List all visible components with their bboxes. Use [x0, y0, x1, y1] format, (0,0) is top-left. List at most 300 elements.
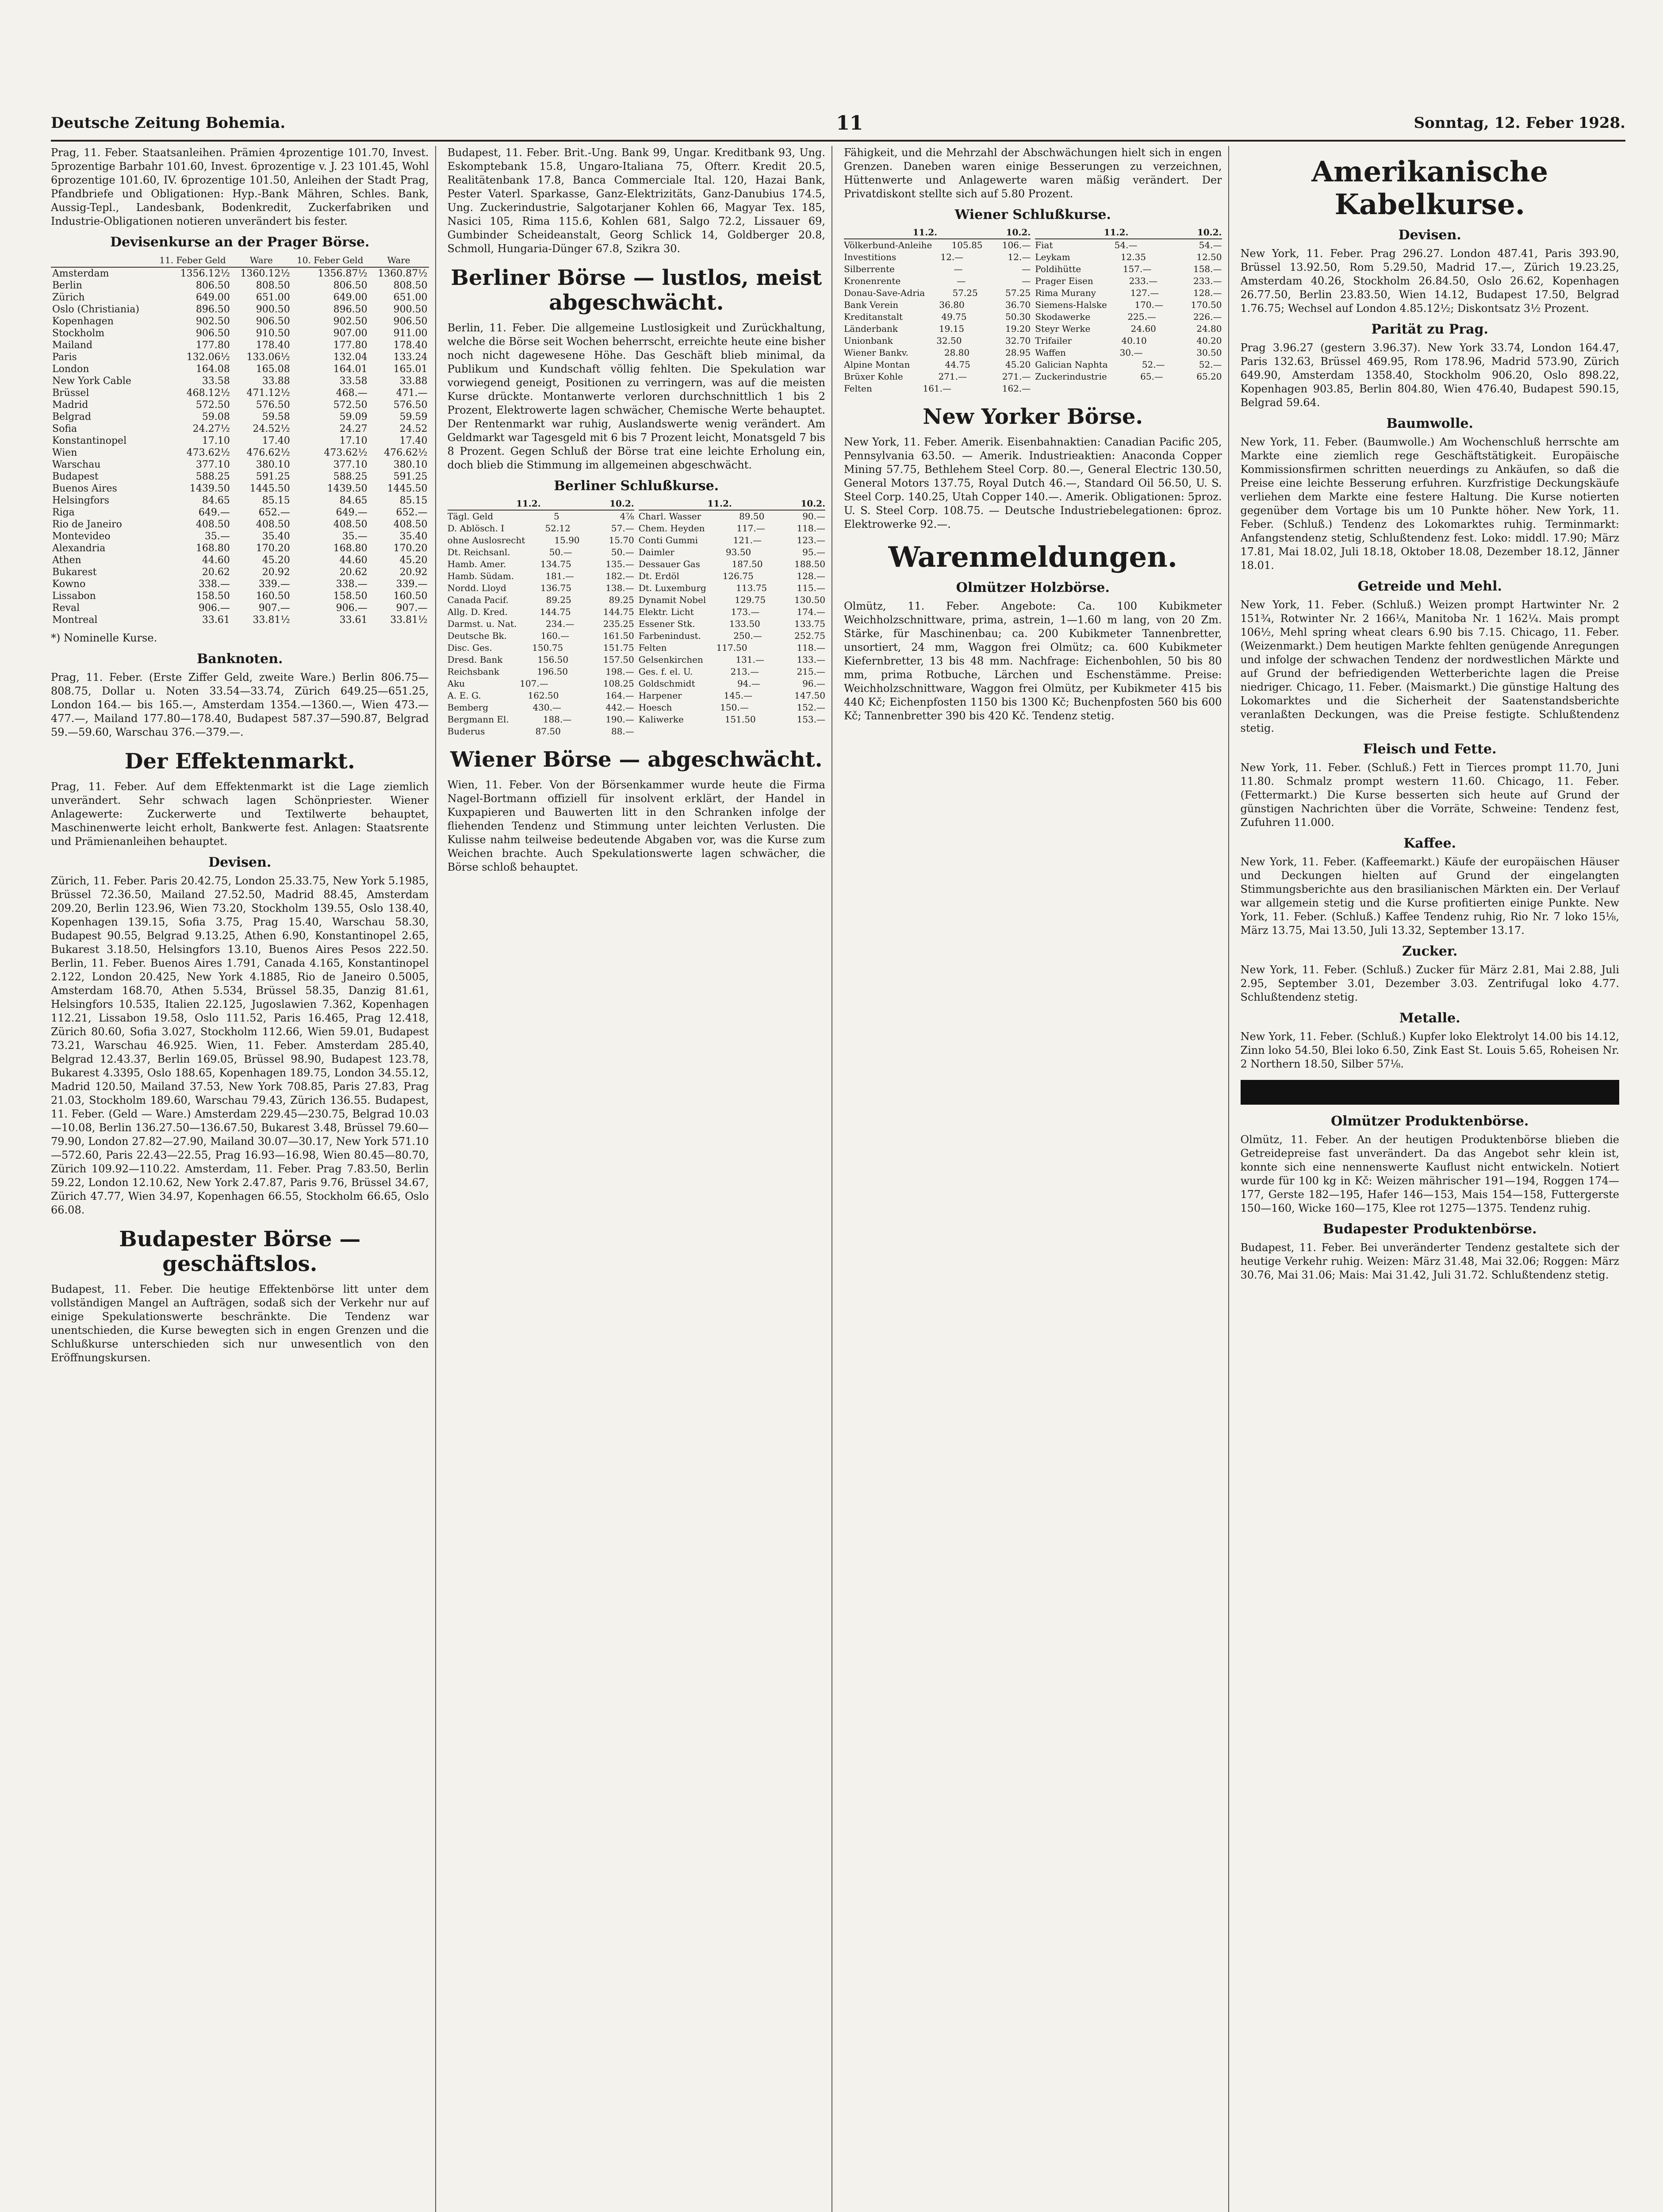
- quote-header: [1035, 227, 1222, 239]
- devisen-rate: 20.62: [339, 567, 368, 578]
- devisen-rate: 132.04: [333, 352, 368, 363]
- quote-value: 134.75: [540, 559, 571, 569]
- quote-value: 188.50: [794, 559, 825, 569]
- col2-wien: Wien, 11. Feber. Von der Börsenkammer wurde heute die Firma Nagel-Bortmann offiziell für insolvent erklärt, der Handel in Kuxpapieren und Bauwerten litt in den Schranken infolge der fliehenden Tendenz und Stimmung unter leichten Verlusten. Die Kulisse nahm teilweise bedeutende Abgaben vor, was die Kurse zum Weichen brachte. Auch Spekulationswerte lagen schwächer, die Börse schloß behauptet.: [447, 779, 825, 873]
- column-2: [448, 146, 833, 2212]
- devisen-row: [51, 614, 429, 626]
- quote-row: [639, 702, 825, 714]
- devisen-rate: 338.—: [198, 579, 230, 590]
- quote-row: [844, 287, 1031, 299]
- devisen-rate: 17.10: [339, 435, 368, 446]
- quote-value: 129.75: [735, 595, 766, 605]
- quote-value: 12.—: [940, 252, 964, 262]
- quote-name: Allg. D. Kred.: [447, 607, 508, 617]
- quote-value: 164.—: [605, 690, 634, 701]
- devisen-rate: 59.59: [399, 411, 428, 422]
- devisen-row: [51, 566, 429, 578]
- devisen-place: Paris: [52, 352, 77, 363]
- quote-header-cell: 10.2.: [1197, 227, 1222, 238]
- devisen-rate: 45.20: [262, 555, 290, 566]
- quote-value: 160.—: [540, 630, 570, 641]
- devisen-col-header: Ware: [369, 254, 429, 267]
- quote-value: 108.25: [603, 678, 634, 689]
- devisen-place: Konstantinopel: [52, 435, 127, 446]
- devisen-rate: 806.50: [195, 280, 230, 291]
- devisen-row: [51, 280, 429, 292]
- quote-value: 89.25: [609, 595, 634, 605]
- quote-value: 133.—: [797, 654, 825, 665]
- quote-name: Elektr. Licht: [638, 607, 694, 617]
- devisen-rate: 408.50: [333, 519, 368, 530]
- quote-row: [1035, 275, 1222, 287]
- quote-value: —: [1022, 264, 1031, 274]
- quote-value: 174.—: [797, 607, 825, 617]
- col3-waren-title: Warenmeldungen.: [888, 541, 1178, 574]
- devisen-rate: 1439.50: [189, 483, 230, 494]
- devisen-rate: 1356.12½: [180, 268, 230, 279]
- quote-row: [639, 642, 825, 654]
- quote-row: [639, 594, 825, 606]
- col4-baumwolle: New York, 11. Feber. (Baumwolle.) Am Wochenschluß herrschte am Markte eine ziemlich rege Geschäftstätigkeit. Europäische Kommissionsfirmen schritten neuerdings zu Ankäufen, so daß die Preise eine leichte Besserung erfuhren. Kurzfristige Deckungskäufe verliehen dem Markte eine festere Haltung. Die Kurse notierten gegenüber dem Vortage bis um 10 Punkte höher. New York, 11. Feber. (Schluß.) Tendenz des Lokomarktes ruhig. Terminmarkt: Anfangstendenz stetig, Schlußtendenz fest. Loko: middl. 17.90; März 17.81, Mai 18.02, Juli 18.18, Oktober 18.08, Dezember 18.12, Jänner 18.01.: [1240, 436, 1619, 572]
- quote-row: [448, 534, 634, 546]
- quote-value: 90.—: [802, 511, 825, 522]
- quote-name: Zuckerindustrie: [1035, 371, 1107, 382]
- devisen-place: Montreal: [52, 614, 98, 626]
- quote-name: Dt. Luxemburg: [638, 583, 706, 593]
- quote-value: 40.10: [1121, 335, 1147, 346]
- col1-banknoten-title: Banknoten.: [197, 651, 283, 667]
- quote-value: 128.—: [797, 571, 825, 581]
- devisen-rate: 59.08: [202, 411, 230, 422]
- col1-devisen2: Zürich, 11. Feber. Paris 20.42.75, London 25.33.75, New York 5.1985, Brüssel 72.36.50, Mailand 27.52.50, Madrid 88.45, Amsterdam 209.20, Berlin 123.96, Wien 73.20, Stockholm 139.55, Oslo 138.40, Kopenhagen 139.15, Sofia 3.75, Prag 15.40, Warschau 58.30, Budapest 90.55, Belgrad 9.13.25, Athen 6.90, Konstantinopel 2.65, Bukarest 3.18.50, Helsingfors 13.10, Buenos Aires Pesos 222.50. Berlin, 11. Feber. Buenos Aires 1.791, Canada 4.165, Konstantinopel 2.122, London 20.425, New York 4.1885, Rio de Janeiro 0.5005, Amsterdam 168.70, Athen 5.534, Brüssel 58.35, Danzig 81.61, Helsingfors 10.535, Italien 22.125, Jugoslawien 7.362, Kopenhagen 112.21, Lissabon 19.58, Oslo 111.52, Paris 16.465, Prag 12.418, Zürich 80.60, Sofia 3.027, Stockholm 112.66, Wien 59.01, Budapest 73.21, Warschau 46.925. Wien, 11. Feber. Amsterdam 285.40, Belgrad 12.43.37, Berlin 169.05, Brüssel 98.90, Budapest 123.78, Bukarest 4.3395, Oslo 188.65, Kopenhagen 189.75, London 34.55.12, Madrid 120.50, Mailand 37.53, New York 708.85, Paris 27.83, Prag 21.03, Stockholm 189.60, Warschau 79.43, Zürich 136.55. Budapest, 11. Feber. (Geld — Ware.) Amsterdam 229.45—230.75, Belgrad 10.03—10.08, Berlin 136.27.50—136.67.50, Bukarest 3.48, Brüssel 79.60—79.90, London 27.82—27.90, Mailand 30.07—30.17, New York 571.10—572.60, Paris 22.43—22.55, Prag 16.93—16.98, Wien 80.45—80.70, Zürich 109.92—110.22. Amsterdam, 11. Feber. Prag 7.83.50, Berlin 59.22, London 12.10.62, New York 2.47.87, Paris 9.76, Brüssel 34.67, Zürich 47.77, Wien 34.97, Kopenhagen 66.55, Stockholm 66.65, Oslo 66.08.: [51, 875, 429, 1216]
- devisen-rate: 133.06½: [246, 352, 290, 363]
- devisen-rate: 45.20: [399, 555, 428, 566]
- quote-name: Trifailer: [1035, 335, 1072, 346]
- quote-row: [1035, 371, 1222, 383]
- devisen-place: Reval: [52, 603, 80, 614]
- quote-name: Dt. Erdöl: [638, 571, 679, 581]
- quote-value: 153.—: [797, 714, 825, 725]
- devisen-col-header: 11. Feber Geld: [154, 254, 231, 267]
- quote-name: D. Ablösch. I: [447, 523, 505, 534]
- quote-value: 65.—: [1140, 371, 1163, 382]
- quote-name: Felten: [844, 383, 872, 394]
- quote-value: —: [957, 276, 966, 286]
- devisen-rate: 168.80: [195, 543, 230, 554]
- quote-name: Disc. Ges.: [447, 642, 492, 653]
- quote-value: —: [954, 264, 963, 274]
- devisen-rate: 33.88: [262, 376, 290, 387]
- devisen-rate: 408.50: [256, 519, 290, 530]
- devisen-rate: 591.25: [256, 471, 290, 482]
- quote-name: Galician Naphta: [1035, 359, 1108, 370]
- quote-value: 117.—: [736, 523, 765, 534]
- col4-budapest: Budapest, 11. Feber. Bei unveränderter Tendenz gestaltete sich der heutige Verkehr ruhig. Weizen: März 31.48, Mai 32.06; Roggen: März 30.76, Mai 31.06; Mais: Mai 31.42, Juli 31.72. Schlußtendenz stetig.: [1240, 1241, 1619, 1281]
- quote-name: Rima Murany: [1035, 288, 1096, 298]
- devisen-place: Amsterdam: [52, 268, 109, 279]
- quote-name: Kaliwerke: [638, 714, 684, 725]
- quote-value: 54.—: [1199, 240, 1222, 250]
- devisen-row: [51, 602, 429, 614]
- quote-name: Bergmann El.: [447, 714, 509, 725]
- quote-header: [448, 498, 634, 511]
- devisen-rate: 1445.50: [387, 483, 428, 494]
- col4-devisen-title: Devisen.: [1398, 227, 1461, 243]
- quote-value: 187.50: [732, 559, 763, 569]
- quote-value: 52.—: [1199, 359, 1222, 370]
- devisen-rate: 911.00: [393, 328, 428, 339]
- quote-name: Chem. Heyden: [638, 523, 705, 534]
- quote-row: [639, 534, 825, 546]
- devisen-rate: 339.—: [396, 579, 428, 590]
- quote-row: [1035, 251, 1222, 263]
- devisen-place: London: [52, 364, 89, 375]
- quote-value: 30.50: [1196, 347, 1222, 358]
- devisen-rate: 572.50: [333, 399, 368, 411]
- devisen-rate: 1439.50: [327, 483, 368, 494]
- quote-row: [639, 690, 825, 702]
- quote-header-cell: 11.2.: [912, 227, 938, 238]
- quote-value: 188.—: [543, 714, 572, 725]
- devisen-rate: 33.81½: [390, 614, 428, 626]
- devisen-row: [51, 495, 429, 507]
- quote-value: 118.—: [797, 523, 825, 534]
- col4-fett-title: Fleisch und Fette.: [1363, 741, 1497, 757]
- col4-devisen: New York, 11. Feber. Prag 296.27. London 487.41, Paris 393.90, Brüssel 13.92.50, Rom 5.29.50, Madrid 17.—, Zürich 19.23.25, Amsterdam 40.26, Stockholm 26.84.50, Oslo 26.62, Kopenhagen 26.77.50, Berlin 23.83.50, Wien 14.12, Budapest 17.50, Belgrad 1.76.75; Wechsel auf London 4.85.12½; Diskontsatz 3½ Prozent.: [1240, 247, 1619, 315]
- devisen-rate: 33.61: [339, 614, 368, 626]
- devisen-row: [51, 554, 429, 566]
- col4-kurse-title: Parität zu Prag.: [1371, 322, 1488, 337]
- devisen-place: Riga: [52, 507, 75, 518]
- quote-name: Brüxer Kohle: [844, 371, 903, 382]
- quote-value: 144.75: [540, 607, 571, 617]
- quote-name: Ges. f. el. U.: [638, 666, 693, 677]
- quote-name: Hoesch: [638, 702, 672, 713]
- devisen-rate: 33.58: [339, 376, 368, 387]
- quote-row: [448, 666, 634, 678]
- devisen-rate: 339.—: [258, 579, 290, 590]
- quote-name: Donau-Save-Adria: [844, 288, 925, 298]
- quote-value: 12.—: [1008, 252, 1031, 262]
- quote-column: [639, 498, 825, 737]
- black-divider-bar: [1241, 1080, 1620, 1105]
- devisen-rate: 652.—: [396, 507, 428, 518]
- quote-value: 252.75: [794, 630, 825, 641]
- devisen-rate: 651.00: [393, 292, 428, 303]
- quote-value: 233.—: [1129, 276, 1158, 286]
- quote-row: [844, 311, 1031, 323]
- quote-value: 234.—: [545, 618, 575, 629]
- col3-newyork-title: New Yorker Börse.: [923, 404, 1143, 429]
- quote-header: [844, 227, 1031, 239]
- quote-row: [639, 558, 825, 570]
- devisen-rate: 576.50: [393, 399, 428, 411]
- devisen-rate: 408.50: [393, 519, 428, 530]
- col4-olmuetz: Olmütz, 11. Feber. An der heutigen Produktenbörse blieben die Getreidepreise fast unverändert. Da das Angebot sehr klein ist, konnte sich eine nennenswerte Kauflust nicht entwickeln. Notiert wurde für 100 kg in Kč: Weizen mährischer 191—194, Roggen 174—177, Gerste 182—195, Hafer 146—153, Mais 154—158, Futtergerste 150—160, Wicke 160—175, Klee rot 1275—1375. Tendenz ruhig.: [1240, 1133, 1619, 1214]
- quote-value: 157.50: [603, 654, 634, 665]
- col2-berlin-title: Berliner Börse — lustlos, meist abgeschwächt.: [451, 265, 822, 315]
- devisen-rate: 649.00: [333, 292, 368, 303]
- devisen-rate: 160.50: [393, 591, 428, 602]
- quote-value: 170.50: [1191, 300, 1222, 310]
- quote-name: Investitions: [844, 252, 897, 262]
- devisen-rate: 576.50: [256, 399, 290, 411]
- quote-row: [1035, 311, 1222, 323]
- devisen-rate: 85.15: [399, 495, 428, 506]
- quote-value: 57.25: [1005, 288, 1031, 298]
- quote-value: 24.80: [1196, 323, 1222, 334]
- col4-zucker-title: Zucker.: [1402, 944, 1458, 959]
- quote-value: 87.50: [535, 726, 561, 737]
- quote-value: 151.75: [603, 642, 634, 653]
- devisen-place: Buenos Aires: [52, 483, 117, 494]
- quote-value: 225.—: [1127, 311, 1156, 322]
- quote-value: 147.50: [794, 690, 825, 701]
- quote-row: [844, 359, 1031, 371]
- masthead-date: Sonntag, 12. Feber 1928.: [1414, 114, 1625, 132]
- devisen-rate: 380.10: [256, 459, 290, 470]
- devisen-place: New York Cable: [52, 376, 131, 387]
- col4-metalle: New York, 11. Feber. (Schluß.) Kupfer loko Elektrolyt 14.00 bis 14.12, Zinn loko 54.50, Blei loko 6.50, Zink East St. Louis 5.65, Roheisen Nr. 2 Northern 18.50, Silber 57⅛.: [1240, 1030, 1619, 1070]
- devisen-row: [51, 530, 429, 542]
- devisen-rate: 178.40: [256, 340, 290, 351]
- quote-value: 118.—: [797, 642, 825, 653]
- quote-value: 32.50: [936, 335, 962, 346]
- col2-wien-title: Wiener Börse — abgeschwächt.: [450, 747, 823, 772]
- devisen-rate: 806.50: [333, 280, 368, 291]
- devisen-row: [51, 387, 429, 399]
- quote-row: [1035, 287, 1222, 299]
- devisen-rate: 178.40: [393, 340, 428, 351]
- quote-row: [448, 654, 634, 666]
- devisen-row: [51, 292, 429, 303]
- devisen-rate: 338.—: [336, 579, 368, 590]
- quote-row: [844, 251, 1031, 263]
- quote-row: [844, 335, 1031, 347]
- wiener-schlusskurse: [844, 227, 1222, 395]
- quote-value: 196.50: [537, 666, 568, 677]
- devisen-rate: 24.27½: [192, 423, 230, 434]
- devisen-rate: 132.06½: [186, 352, 230, 363]
- devisen-rate: 408.50: [195, 519, 230, 530]
- devisen-rate: 165.01: [393, 364, 428, 375]
- quote-value: 151.50: [724, 714, 756, 725]
- col1-devisen2-title: Devisen.: [208, 855, 272, 870]
- quote-name: Hamb. Südam.: [447, 571, 514, 581]
- quote-row: [1035, 239, 1222, 251]
- quote-row: [844, 371, 1031, 383]
- quote-value: 12.35: [1120, 252, 1146, 262]
- quote-name: Buderus: [447, 726, 485, 737]
- col2-berlin: Berlin, 11. Feber. Die allgemeine Lustlosigkeit und Zurückhaltung, welche die Börse seit Wochen beherrscht, erreichte heute eine bisher noch nicht dagewesene Höhe. Das Geschäft blieb minimal, da Publikum und Kundschaft völlig fehlten. Die Spekulation war vorwiegend geneigt, Positionen zu verringern, was auf die meisten Kurse drückte. Montanwerte verloren durchschnittlich 1 bis 2 Prozent, Elektrowerte lagen schwächer, Chemische Werte behauptet. Der Rentenmarkt war ruhig, Auslandswerte wenig verändert. Am Geldmarkt war Tagesgeld mit 6 bis 7 Prozent leicht, Monatsgeld 7 bis 8 Prozent. Gegen Schluß der Börse trat eine leichte Erholung ein, doch blieb die Stimmung im allgemeinen abgeschwächt.: [447, 322, 825, 471]
- devisen-rate: 164.01: [333, 364, 368, 375]
- quote-name: Daimler: [638, 547, 674, 557]
- devisen-rate: 906.—: [336, 603, 368, 614]
- quote-value: 28.80: [944, 347, 970, 358]
- devisen-rate: 473.62½: [186, 447, 230, 458]
- col4-zucker: New York, 11. Feber. (Schluß.) Zucker für März 2.81, Mai 2.88, Juli 2.95, September 3.01, Dezember 3.03. Zentrifugal loko 4.77. Schlußtendenz stetig.: [1240, 964, 1619, 1003]
- quote-name: Siemens-Halske: [1035, 300, 1107, 310]
- devisen-row: [51, 542, 429, 554]
- devisen-rate: 380.10: [393, 459, 428, 470]
- quote-header-cell: 10.2.: [1006, 227, 1031, 238]
- quote-name: Harpener: [638, 690, 682, 701]
- quote-name: Kronenrente: [844, 276, 901, 286]
- quote-name: Farbenindust.: [638, 630, 701, 641]
- masthead-rule: [51, 140, 1625, 142]
- devisen-row: [51, 483, 429, 495]
- devisen-rate: 20.92: [262, 567, 290, 578]
- quote-value: 162.—: [1002, 383, 1031, 394]
- devisen-place: Rio de Janeiro: [52, 519, 122, 530]
- quote-row: [844, 275, 1031, 287]
- devisen-rate: 572.50: [195, 399, 230, 411]
- quote-value: 107.—: [520, 678, 548, 689]
- quote-column: [844, 227, 1031, 395]
- quote-row: [448, 582, 634, 594]
- quote-value: 442.—: [605, 702, 634, 713]
- quote-name: Silberrente: [844, 264, 895, 274]
- devisen-place: Lissabon: [52, 591, 96, 602]
- devisen-rate: 896.50: [333, 304, 368, 315]
- quote-name: Goldschmidt: [638, 678, 695, 689]
- quote-row: [639, 570, 825, 582]
- quote-row: [639, 630, 825, 642]
- quote-value: 157.—: [1123, 264, 1152, 274]
- devisen-rate: 160.50: [256, 591, 290, 602]
- columns: [51, 146, 1625, 2212]
- quote-name: Dynamit Nobel: [638, 595, 706, 605]
- devisen-place: Sofia: [52, 423, 77, 434]
- prague-devisen-table: [51, 254, 429, 626]
- col1-effekten-title: Der Effektenmarkt.: [124, 749, 355, 774]
- quote-row: [844, 383, 1031, 395]
- col4-title: Amerikanische Kabelkurse.: [1311, 155, 1548, 221]
- devisen-rate: 471.—: [396, 388, 428, 399]
- devisen-rate: 473.62½: [324, 447, 368, 458]
- devisen-rate: 1360.12½: [240, 268, 290, 279]
- quote-value: 182.—: [605, 571, 634, 581]
- devisen-rate: 900.50: [393, 304, 428, 315]
- quote-value: 198.—: [605, 666, 634, 677]
- quote-value: 235.25: [603, 618, 634, 629]
- quote-name: Aku: [447, 678, 465, 689]
- devisen-rate: 85.15: [262, 495, 290, 506]
- devisen-place: Berlin: [52, 280, 82, 291]
- quote-value: 430.—: [533, 702, 561, 713]
- devisen-rate: 170.20: [256, 543, 290, 554]
- quote-value: 250.—: [733, 630, 762, 641]
- quote-row: [448, 511, 634, 522]
- col4-kurse: Prag 3.96.27 (gestern 3.96.37). New York 33.74, London 164.47, Paris 132.63, Brüssel 469.95, Rom 178.96, Madrid 573.90, Zürich 649.90, Amsterdam 1358.40, Stockholm 906.20, Oslo 898.22, Kopenhagen 903.85, Berlin 804.80, Wien 476.40, Budapest 590.15, Belgrad 59.64.: [1240, 342, 1619, 409]
- devisen-place: Mailand: [52, 340, 93, 351]
- devisen-rate: 808.50: [256, 280, 290, 291]
- col2-kurse-title: Berliner Schlußkurse.: [554, 478, 719, 494]
- quote-value: 57.—: [611, 523, 634, 534]
- quote-value: 45.20: [1005, 359, 1031, 370]
- quote-value: 95.—: [802, 547, 825, 557]
- quote-value: 93.50: [725, 547, 751, 557]
- quote-row: [639, 546, 825, 558]
- column-3: [844, 146, 1229, 2212]
- devisen-rate: 902.50: [195, 316, 230, 327]
- quote-value: 170.—: [1134, 300, 1163, 310]
- devisen-rate: 476.62½: [246, 447, 290, 458]
- quote-row: [1035, 347, 1222, 359]
- quote-value: 127.—: [1130, 288, 1159, 298]
- quote-row: [448, 630, 634, 642]
- devisen-place: Brüssel: [52, 388, 89, 399]
- quote-value: 117.50: [716, 642, 747, 653]
- devisen-rate: 900.50: [256, 304, 290, 315]
- quote-value: 89.50: [739, 511, 765, 522]
- quote-value: 30.—: [1119, 347, 1143, 358]
- quote-value: 215.—: [797, 666, 825, 677]
- quote-value: 145.—: [724, 690, 753, 701]
- devisen-rate: 910.50: [256, 328, 290, 339]
- devisen-rate: 35.40: [262, 531, 290, 542]
- quote-value: 158.—: [1193, 264, 1222, 274]
- quote-value: —: [1022, 276, 1031, 286]
- quote-row: [448, 606, 634, 618]
- devisen-rate: 24.52½: [253, 423, 290, 434]
- devisen-rate: 591.25: [393, 471, 428, 482]
- devisen-row: [51, 471, 429, 483]
- quote-value: 65.20: [1196, 371, 1222, 382]
- devisen-col-header: 10. Feber Geld: [291, 254, 369, 267]
- quote-value: 5: [554, 511, 559, 522]
- devisen-rate: 808.50: [393, 280, 428, 291]
- quote-name: Steyr Werke: [1035, 323, 1091, 334]
- devisen-rate: 1445.50: [249, 483, 290, 494]
- devisen-rate: 24.27: [339, 423, 368, 434]
- col4-metalle-title: Metalle.: [1399, 1010, 1460, 1026]
- devisen-place: Bukarest: [52, 567, 97, 578]
- quote-value: 52.—: [1142, 359, 1165, 370]
- devisen-rate: 471.12½: [246, 388, 290, 399]
- berlin-schlusskurse: [448, 498, 826, 737]
- devisen-place: Madrid: [52, 399, 88, 411]
- quote-row: [844, 323, 1031, 335]
- quote-name: Fiat: [1035, 240, 1053, 250]
- quote-row: [448, 570, 634, 582]
- quote-column: [1035, 227, 1222, 395]
- quote-value: 44.75: [945, 359, 970, 370]
- devisen-rate: 59.09: [339, 411, 368, 422]
- devisen-row: [51, 435, 429, 447]
- devisen-rate: 33.58: [202, 376, 230, 387]
- column-4: [1241, 146, 1626, 2212]
- col3-kurse-title: Wiener Schlußkurse.: [954, 207, 1111, 223]
- col4-kaffee-title: Kaffee.: [1403, 836, 1456, 851]
- col4-kaffee: New York, 11. Feber. (Kaffeemarkt.) Käufe der europäischen Häuser und Deckungen hielten auf Grund der eingelangten Stimmungsberichte aus den brasilianischen Märkten ein. Der Verlauf war allgemein stetig und die Kurse profitierten einige Punkte. New York, 11. Feber. (Schluß.) Kaffee Tendenz ruhig, Rio Nr. 7 loko 15⅛, März 13.75, Mai 13.50, Juli 13.32, September 13.17.: [1240, 856, 1619, 937]
- devisen-rate: 649.—: [198, 507, 230, 518]
- quote-value: 50.—: [549, 547, 572, 557]
- quote-row: [448, 618, 634, 630]
- devisen-rate: 377.10: [333, 459, 368, 470]
- devisen-place: Wien: [52, 447, 77, 458]
- devisen-rate: 20.92: [399, 567, 428, 578]
- devisen-rate: 170.20: [393, 543, 428, 554]
- quote-value: 144.75: [603, 607, 634, 617]
- quote-name: Leykam: [1035, 252, 1070, 262]
- devisen-row: [51, 363, 429, 375]
- devisen-rate: 17.40: [262, 435, 290, 446]
- devisen-rate: 133.24: [393, 352, 428, 363]
- masthead: [51, 110, 1625, 136]
- quote-value: 213.—: [730, 666, 759, 677]
- col4-baumwolle-title: Baumwolle.: [1386, 416, 1473, 431]
